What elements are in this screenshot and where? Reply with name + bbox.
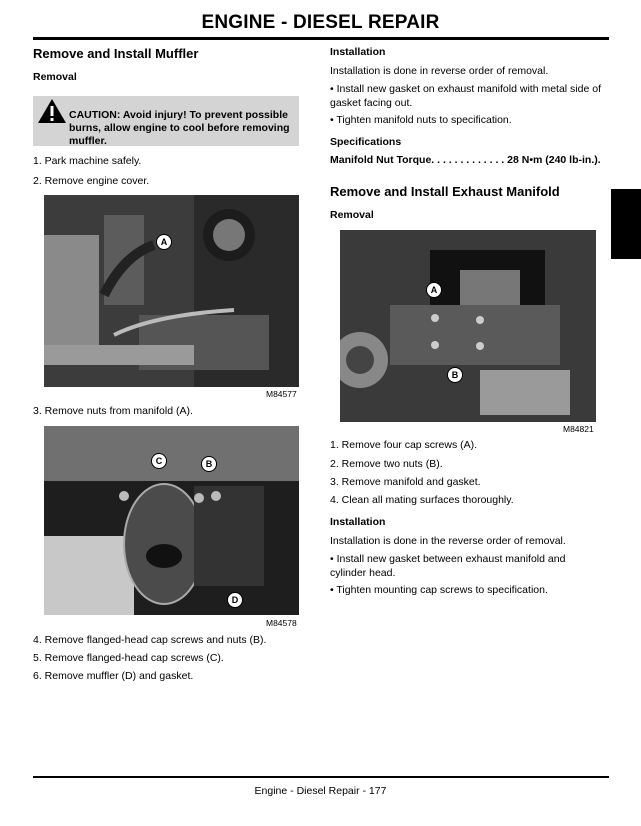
page-footer: Engine - Diesel Repair - 177	[254, 785, 387, 797]
bullet-new-gasket: • Install new gasket between exhaust manifold and cylinder head.	[330, 553, 566, 579]
section-title-exhaust-manifold: Remove and Install Exhaust Manifold	[330, 184, 560, 199]
bullet-tighten-cap-screws: • Tighten mounting cap screws to specification.	[330, 584, 548, 596]
spec-manifold-nut-torque: Manifold Nut Torque. . . . . . . . . . . . . 28 N•m (240 lb-in.).	[330, 154, 601, 166]
page-header-title: ENGINE - DIESEL REPAIR	[201, 12, 440, 33]
bullet-gasket: • Install new gasket on exhaust manifold with metal side of gasket facing out.	[330, 83, 601, 109]
figure-id-2: M84578	[266, 618, 297, 628]
section-title-muffler: Remove and Install Muffler	[33, 46, 199, 61]
step-1: 1. Park machine safely.	[33, 155, 142, 167]
header-rule	[33, 37, 609, 40]
engine-photo-2	[340, 230, 596, 422]
installation-text: Installation is done in reverse order of removal.	[330, 65, 549, 77]
figure-id-1: M84577	[266, 389, 297, 399]
callout-c: C	[151, 453, 167, 469]
footer-rule	[33, 776, 609, 778]
caution-text: CAUTION: Avoid injury! To prevent possible burns, allow engine to cool before removing muffler.	[69, 109, 290, 147]
specifications-heading: Specifications	[330, 136, 402, 148]
step-5: 5. Remove flanged-head cap screws (C).	[33, 652, 224, 664]
callout-b-fig3: B	[447, 367, 463, 383]
removal-heading-2: Removal	[330, 209, 374, 221]
step-4: 4. Remove flanged-head cap screws and nuts (B).	[33, 634, 267, 646]
step-2: 2. Remove engine cover.	[33, 175, 150, 187]
callout-b: B	[201, 456, 217, 472]
manifold-step-1: 1. Remove four cap screws (A).	[330, 439, 478, 451]
warning-icon	[37, 98, 67, 124]
manifold-step-4: 4. Clean all mating surfaces thoroughly.	[330, 494, 514, 506]
muffler-photo	[44, 426, 299, 615]
step-3: 3. Remove nuts from manifold (A).	[33, 405, 193, 417]
bullet-tighten: • Tighten manifold nuts to specification.	[330, 114, 512, 126]
manifold-step-3: 3. Remove manifold and gasket.	[330, 476, 481, 488]
installation-heading: Installation	[330, 46, 386, 58]
figure-id-3: M84821	[563, 424, 594, 434]
engine-photo-1	[44, 195, 299, 387]
callout-a: A	[156, 234, 172, 250]
installation-text-2: Installation is done in the reverse order of removal.	[330, 535, 566, 547]
section-edge-tab	[611, 189, 641, 259]
step-6: 6. Remove muffler (D) and gasket.	[33, 670, 194, 682]
removal-heading: Removal	[33, 71, 77, 83]
callout-d: D	[227, 592, 243, 608]
installation-heading-2: Installation	[330, 516, 386, 528]
callout-a-fig3: A	[426, 282, 442, 298]
manifold-step-2: 2. Remove two nuts (B).	[330, 458, 443, 470]
